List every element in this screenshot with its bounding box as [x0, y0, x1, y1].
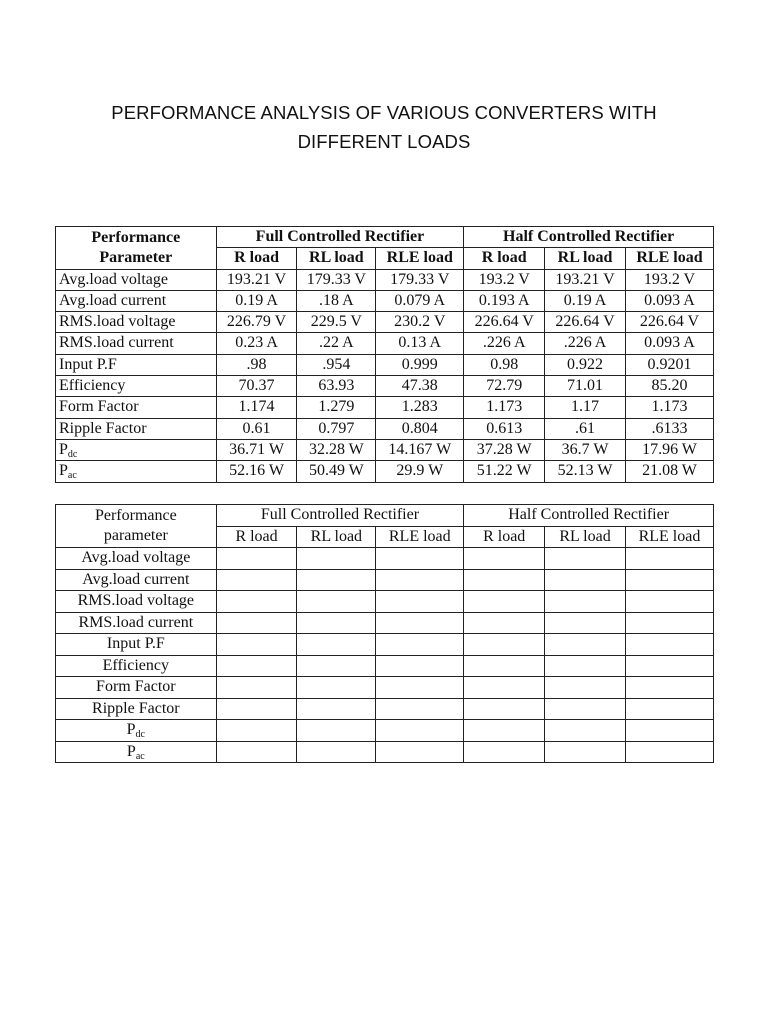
- blank-param-label: P: [126, 742, 136, 760]
- results-value-cell: 1.279: [297, 397, 376, 418]
- blank-load-header: R load: [216, 526, 297, 548]
- results-value-cell: .18 A: [297, 290, 376, 311]
- results-table-row: [56, 333, 714, 354]
- results-load-header: R load: [464, 248, 545, 269]
- blank-value-cell[interactable]: [297, 634, 376, 656]
- results-value-cell: .22 A: [297, 333, 376, 354]
- results-load-header: RLE load: [376, 248, 464, 269]
- blank-param-cell: [56, 655, 217, 677]
- results-group-half-controlled: Half Controlled Rectifier: [464, 227, 714, 248]
- results-param-cell: [56, 269, 217, 290]
- results-value-cell: 193.21 V: [545, 269, 626, 290]
- blank-param-header-line-2: parameter: [103, 527, 168, 544]
- blank-value-cell[interactable]: [376, 720, 464, 742]
- results-value-cell: 0.19 A: [545, 290, 626, 311]
- results-value-cell: 1.173: [464, 397, 545, 418]
- blank-value-cell[interactable]: [216, 741, 297, 763]
- blank-load-header: RLE load: [376, 526, 464, 548]
- blank-value-cell[interactable]: [625, 634, 713, 656]
- blank-value-cell[interactable]: [625, 548, 713, 570]
- results-value-cell: 1.173: [625, 397, 713, 418]
- blank-value-cell[interactable]: [464, 741, 545, 763]
- results-param-label: Avg.load voltage: [59, 270, 169, 288]
- results-value-cell: 51.22 W: [464, 461, 545, 482]
- results-value-cell: 1.174: [216, 397, 297, 418]
- blank-value-cell[interactable]: [376, 591, 464, 613]
- results-param-cell: [56, 333, 217, 354]
- results-value-cell: 193.2 V: [625, 269, 713, 290]
- results-param-cell: [56, 376, 217, 397]
- blank-value-cell[interactable]: [464, 677, 545, 699]
- results-param-label: RMS.load current: [59, 334, 174, 352]
- blank-value-cell[interactable]: [545, 591, 626, 613]
- results-param-header: [56, 227, 217, 270]
- blank-value-cell[interactable]: [464, 655, 545, 677]
- blank-param-cell: [56, 677, 217, 699]
- results-value-cell: 229.5 V: [297, 312, 376, 333]
- results-param-cell: [56, 290, 217, 311]
- blank-value-cell[interactable]: [625, 698, 713, 720]
- results-value-cell: 50.49 W: [297, 461, 376, 482]
- blank-param-subscript: ac: [135, 750, 145, 762]
- results-value-cell: 36.71 W: [216, 439, 297, 460]
- results-param-label: Avg.load current: [59, 291, 167, 309]
- results-param-label: P: [59, 440, 68, 458]
- blank-param-cell: [56, 548, 217, 570]
- results-value-cell: 179.33 V: [297, 269, 376, 290]
- blank-value-cell[interactable]: [216, 677, 297, 699]
- blank-value-cell[interactable]: [297, 698, 376, 720]
- results-param-cell: [56, 461, 217, 482]
- blank-value-cell[interactable]: [216, 612, 297, 634]
- results-group-full-controlled: Full Controlled Rectifier: [216, 227, 464, 248]
- blank-value-cell[interactable]: [216, 569, 297, 591]
- blank-value-cell[interactable]: [625, 677, 713, 699]
- blank-param-header: [56, 505, 217, 548]
- blank-table-body: [56, 505, 714, 763]
- results-header-row-groups: [56, 227, 714, 248]
- results-table-body: [56, 227, 714, 483]
- blank-table-row: [56, 720, 714, 742]
- blank-value-cell[interactable]: [625, 591, 713, 613]
- blank-load-header: RL load: [545, 526, 626, 548]
- results-load-header: RLE load: [625, 248, 713, 269]
- blank-header-row-groups: [56, 505, 714, 527]
- blank-value-cell[interactable]: [216, 698, 297, 720]
- blank-table-row: [56, 698, 714, 720]
- results-table-row: [56, 290, 714, 311]
- results-load-header: RL load: [545, 248, 626, 269]
- blank-value-cell[interactable]: [545, 677, 626, 699]
- results-table-row: [56, 269, 714, 290]
- blank-group-half-controlled: Half Controlled Rectifier: [464, 505, 714, 527]
- blank-value-cell[interactable]: [216, 720, 297, 742]
- blank-load-header: RLE load: [625, 526, 713, 548]
- results-value-cell: 0.98: [464, 354, 545, 375]
- results-value-cell: 63.93: [297, 376, 376, 397]
- results-value-cell: 226.64 V: [545, 312, 626, 333]
- blank-value-cell[interactable]: [376, 741, 464, 763]
- blank-value-cell[interactable]: [297, 677, 376, 699]
- blank-param-label: Form Factor: [96, 678, 176, 695]
- results-value-cell: 226.79 V: [216, 312, 297, 333]
- results-value-cell: .226 A: [464, 333, 545, 354]
- results-value-cell: 21.08 W: [625, 461, 713, 482]
- blank-value-cell[interactable]: [625, 720, 713, 742]
- results-value-cell: 0.19 A: [216, 290, 297, 311]
- results-param-cell: [56, 439, 217, 460]
- results-value-cell: .226 A: [545, 333, 626, 354]
- results-value-cell: 0.079 A: [376, 290, 464, 311]
- blank-value-cell[interactable]: [545, 612, 626, 634]
- results-value-cell: 0.61: [216, 418, 297, 439]
- blank-table-row: [56, 655, 714, 677]
- results-value-cell: 1.283: [376, 397, 464, 418]
- blank-value-cell[interactable]: [216, 634, 297, 656]
- blank-value-cell[interactable]: [297, 548, 376, 570]
- results-value-cell: 0.093 A: [625, 333, 713, 354]
- results-value-cell: .61: [545, 418, 626, 439]
- results-value-cell: 85.20: [625, 376, 713, 397]
- blank-value-cell[interactable]: [376, 655, 464, 677]
- blank-param-label: P: [126, 721, 136, 738]
- results-table-row: [56, 312, 714, 333]
- results-table-row: [56, 439, 714, 460]
- blank-param-label: Input P.F: [106, 635, 165, 652]
- results-param-cell: [56, 418, 217, 439]
- results-param-cell: [56, 354, 217, 375]
- results-value-cell: .98: [216, 354, 297, 375]
- blank-param-cell: [56, 698, 217, 720]
- results-value-cell: 70.37: [216, 376, 297, 397]
- results-table-row: [56, 376, 714, 397]
- results-value-cell: 179.33 V: [376, 269, 464, 290]
- results-value-cell: 0.9201: [625, 354, 713, 375]
- blank-results-table: [55, 504, 714, 763]
- blank-value-cell[interactable]: [545, 698, 626, 720]
- results-param-label: Ripple Factor: [59, 419, 147, 437]
- results-param-label: P: [59, 462, 68, 480]
- blank-value-cell[interactable]: [297, 569, 376, 591]
- page-title-line-1: PERFORMANCE ANALYSIS OF VARIOUS CONVERTERS WITH: [111, 102, 657, 123]
- blank-value-cell[interactable]: [216, 591, 297, 613]
- results-load-header: R load: [216, 248, 297, 269]
- blank-value-cell[interactable]: [625, 741, 713, 763]
- blank-param-label: Efficiency: [102, 656, 169, 674]
- results-value-cell: 226.64 V: [464, 312, 545, 333]
- blank-value-cell[interactable]: [464, 548, 545, 570]
- results-value-cell: 36.7 W: [545, 439, 626, 460]
- blank-param-cell: [56, 612, 217, 634]
- blank-param-subscript: dc: [135, 729, 145, 740]
- blank-table-row: [56, 591, 714, 613]
- results-value-cell: 37.28 W: [464, 439, 545, 460]
- results-table-row: [56, 397, 714, 418]
- results-table-row: [56, 354, 714, 375]
- results-value-cell: 0.922: [545, 354, 626, 375]
- results-param-cell: [56, 397, 217, 418]
- blank-param-label: Avg.load voltage: [81, 549, 191, 566]
- page-title: [0, 98, 768, 156]
- results-value-cell: .6133: [625, 418, 713, 439]
- results-param-header-line-1: Performance: [91, 228, 181, 246]
- results-param-subscript: dc: [67, 448, 78, 460]
- blank-value-cell[interactable]: [545, 655, 626, 677]
- blank-value-cell[interactable]: [464, 720, 545, 742]
- blank-value-cell[interactable]: [545, 634, 626, 656]
- page-title-line-2: DIFFERENT LOADS: [297, 131, 471, 152]
- results-value-cell: 230.2 V: [376, 312, 464, 333]
- blank-value-cell[interactable]: [297, 720, 376, 742]
- blank-table-row: [56, 677, 714, 699]
- blank-value-cell[interactable]: [297, 612, 376, 634]
- blank-value-cell[interactable]: [464, 612, 545, 634]
- results-table-row: [56, 418, 714, 439]
- blank-value-cell[interactable]: [297, 741, 376, 763]
- results-param-subscript: ac: [67, 470, 77, 482]
- results-value-cell: 193.2 V: [464, 269, 545, 290]
- results-value-cell: 0.999: [376, 354, 464, 375]
- blank-load-header: RL load: [297, 526, 376, 548]
- blank-param-label: Avg.load current: [82, 570, 190, 588]
- results-table-row: [56, 461, 714, 482]
- blank-value-cell[interactable]: [297, 591, 376, 613]
- blank-value-cell[interactable]: [376, 612, 464, 634]
- blank-param-label: RMS.load voltage: [77, 592, 195, 609]
- blank-value-cell[interactable]: [376, 677, 464, 699]
- blank-value-cell[interactable]: [464, 591, 545, 613]
- blank-value-cell[interactable]: [545, 741, 626, 763]
- blank-value-cell[interactable]: [545, 720, 626, 742]
- blank-value-cell[interactable]: [545, 569, 626, 591]
- results-value-cell: .954: [297, 354, 376, 375]
- results-value-cell: 0.804: [376, 418, 464, 439]
- blank-value-cell[interactable]: [625, 612, 713, 634]
- blank-param-cell: [56, 634, 217, 656]
- results-param-label: Efficiency: [59, 377, 126, 395]
- results-value-cell: 14.167 W: [376, 439, 464, 460]
- blank-param-cell: [56, 720, 217, 742]
- blank-value-cell[interactable]: [464, 634, 545, 656]
- results-value-cell: 29.9 W: [376, 461, 464, 482]
- blank-param-header-line-1: Performance: [94, 506, 177, 524]
- results-value-cell: 32.28 W: [297, 439, 376, 460]
- blank-table-row: [56, 612, 714, 634]
- blank-param-cell: [56, 569, 217, 591]
- blank-value-cell[interactable]: [376, 548, 464, 570]
- blank-param-label: RMS.load current: [78, 613, 194, 631]
- results-value-cell: 17.96 W: [625, 439, 713, 460]
- results-value-cell: 0.797: [297, 418, 376, 439]
- blank-value-cell[interactable]: [216, 548, 297, 570]
- blank-value-cell[interactable]: [464, 569, 545, 591]
- blank-value-cell[interactable]: [464, 698, 545, 720]
- results-value-cell: 0.093 A: [625, 290, 713, 311]
- results-value-cell: 71.01: [545, 376, 626, 397]
- results-param-label: RMS.load voltage: [59, 313, 176, 331]
- results-param-cell: [56, 312, 217, 333]
- blank-param-cell: [56, 591, 217, 613]
- blank-load-header: R load: [464, 526, 545, 548]
- blank-value-cell[interactable]: [376, 634, 464, 656]
- results-value-cell: 193.21 V: [216, 269, 297, 290]
- results-value-cell: 47.38: [376, 376, 464, 397]
- blank-value-cell[interactable]: [376, 569, 464, 591]
- results-value-cell: 1.17: [545, 397, 626, 418]
- results-param-label: Form Factor: [59, 398, 139, 416]
- results-value-cell: 0.193 A: [464, 290, 545, 311]
- results-param-header-line-2: Parameter: [99, 248, 173, 266]
- blank-value-cell[interactable]: [297, 655, 376, 677]
- blank-value-cell[interactable]: [376, 698, 464, 720]
- blank-value-cell[interactable]: [625, 655, 713, 677]
- blank-param-cell: [56, 741, 217, 763]
- blank-group-full-controlled: Full Controlled Rectifier: [216, 505, 464, 527]
- blank-table-row: [56, 634, 714, 656]
- results-value-cell: 0.613: [464, 418, 545, 439]
- results-value-cell: 72.79: [464, 376, 545, 397]
- blank-table-row: [56, 569, 714, 591]
- blank-value-cell[interactable]: [625, 569, 713, 591]
- results-value-cell: 52.13 W: [545, 461, 626, 482]
- blank-table-row: [56, 741, 714, 763]
- blank-value-cell[interactable]: [545, 548, 626, 570]
- blank-table-row: [56, 548, 714, 570]
- blank-param-label: Ripple Factor: [92, 699, 180, 717]
- results-param-label: Input P.F: [59, 355, 117, 373]
- results-value-cell: 52.16 W: [216, 461, 297, 482]
- results-load-header: RL load: [297, 248, 376, 269]
- results-value-cell: 0.13 A: [376, 333, 464, 354]
- results-table: [55, 226, 714, 483]
- results-value-cell: 0.23 A: [216, 333, 297, 354]
- results-value-cell: 226.64 V: [625, 312, 713, 333]
- blank-value-cell[interactable]: [216, 655, 297, 677]
